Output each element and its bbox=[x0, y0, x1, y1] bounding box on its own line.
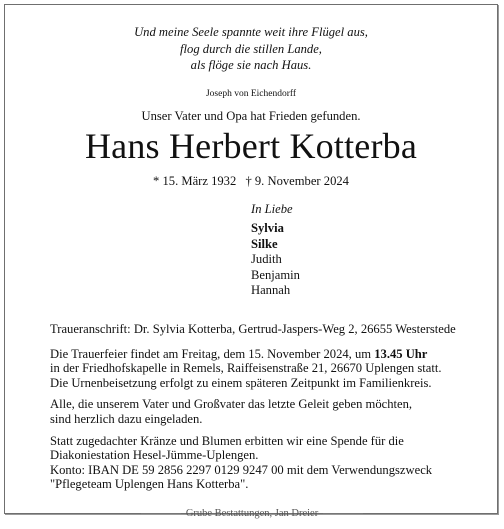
poem-line: Und meine Seele spannte weit ihre Flügel aus, bbox=[134, 25, 368, 39]
life-dates bbox=[5, 174, 497, 189]
urn-burial-note: Die Urnenbeisetzung erfolgt zu einem späteren Zeitpunkt im Familienkreis. bbox=[50, 375, 432, 390]
funeral-home-name: Grube Bestattungen, Jan Dreier bbox=[185, 508, 319, 519]
family-member: Silke bbox=[251, 236, 278, 251]
poem-line: als flöge sie nach Haus. bbox=[190, 58, 312, 72]
mourning-address: Traueranschrift: Dr. Sylvia Kotterba, Gertrud-Jaspers-Weg 2, 26655 Westerstede bbox=[50, 322, 456, 336]
poem-author: Joseph von Eichendorff bbox=[205, 89, 297, 99]
family-member: Sylvia bbox=[251, 221, 284, 236]
obituary-card bbox=[4, 4, 498, 514]
poem bbox=[5, 24, 497, 74]
ceremony-paragraph bbox=[50, 347, 490, 391]
invitation-paragraph bbox=[50, 397, 490, 426]
footer-rule-left bbox=[141, 513, 181, 514]
ceremony-location: in der Friedhofskapelle in Remels, Raiffeisenstraße 21, 26670 Uplengen statt. bbox=[50, 361, 442, 376]
birth-date: * 15. März 1932 bbox=[153, 174, 237, 188]
notice-body bbox=[50, 322, 490, 499]
ceremony-line bbox=[50, 347, 490, 362]
ceremony-time: 13.45 Uhr bbox=[374, 346, 428, 361]
invitation-line: sind herzlich dazu eingeladen. bbox=[50, 411, 203, 426]
deceased-name: Hans Herbert Kotterba bbox=[84, 126, 418, 166]
donation-line: Statt zugedachter Kränze und Blumen erbitten wir eine Spende für die bbox=[50, 433, 404, 448]
invitation-line: Alle, die unserem Vater und Großvater das letzte Geleit geben möchten, bbox=[50, 397, 413, 412]
poem-line: flog durch die stillen Lande, bbox=[180, 41, 322, 56]
donation-recipient: Diakoniestation Hesel-Jümme-Uplengen. bbox=[50, 448, 259, 463]
footer-rule-right bbox=[323, 513, 363, 514]
family-heading: In Liebe bbox=[251, 202, 293, 216]
donation-account: Konto: IBAN DE 59 2856 2297 0129 9247 00 mit dem Verwendungszweck bbox=[50, 462, 433, 477]
family-member: Judith bbox=[251, 252, 282, 267]
family-list bbox=[251, 202, 300, 298]
family-member: Hannah bbox=[251, 283, 291, 298]
donation-paragraph bbox=[50, 434, 490, 492]
funeral-home-credit bbox=[0, 508, 504, 519]
death-date: † 9. November 2024 bbox=[245, 174, 349, 188]
intro-text: Unser Vater und Opa hat Frieden gefunden. bbox=[141, 109, 361, 123]
ceremony-date-text: Die Trauerfeier findet am Freitag, dem 15. November 2024, um bbox=[50, 346, 375, 361]
donation-reference: "Pflegeteam Uplengen Hans Kotterba". bbox=[50, 477, 249, 492]
family-member: Benjamin bbox=[251, 267, 300, 282]
